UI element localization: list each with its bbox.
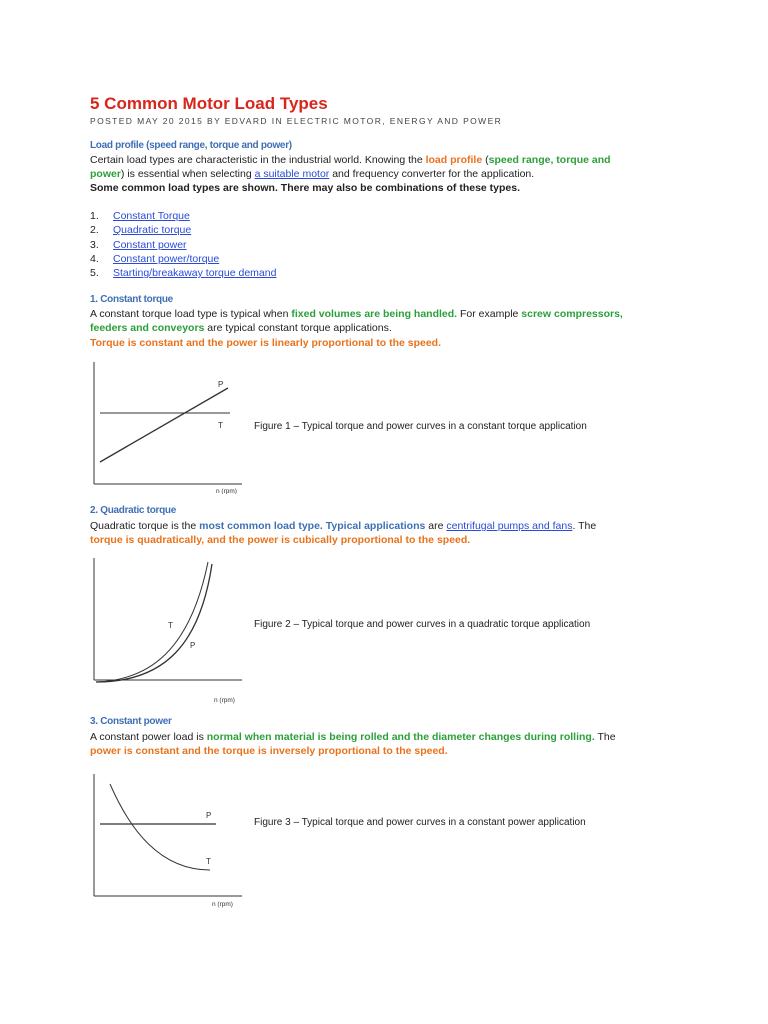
list-item: 2. Quadratic torque bbox=[90, 224, 192, 237]
post-meta: POSTED MAY 20 2015 BY EDVARD IN ELECTRIC MOTOR, ENERGY AND POWER bbox=[90, 116, 503, 126]
torque-label: T bbox=[168, 621, 173, 630]
figure-2 bbox=[90, 554, 246, 690]
section-3-line-1: A constant power load is normal when material is being rolled and the diameter changes during rolling. The bbox=[90, 731, 616, 743]
section-3-line-2: power is constant and the torque is inversely proportional to the speed. bbox=[90, 745, 448, 757]
power-label: P bbox=[218, 380, 224, 389]
list-item: 4. Constant power/torque bbox=[90, 252, 220, 265]
section-2-line-1: Quadratic torque is the most common load type. Typical applications are centrifugal pumps and fans. The bbox=[90, 520, 597, 532]
list-link-constant-power[interactable]: Constant power bbox=[113, 238, 187, 251]
list-item: 5. Starting/breakaway torque demand bbox=[90, 267, 277, 280]
suitable-motor-link[interactable]: a suitable motor bbox=[254, 168, 330, 180]
section-1-heading: 1. Constant torque bbox=[90, 294, 173, 305]
figure-2-x-axis-label: n (rpm) bbox=[214, 697, 235, 704]
power-label: P bbox=[190, 641, 196, 650]
torque-label: T bbox=[218, 421, 223, 430]
intro-line-1: Certain load types are characteristic in the industrial world. Knowing the load profile (speed range, torque and bbox=[90, 154, 611, 166]
list-link-quadratic-torque[interactable]: Quadratic torque bbox=[113, 224, 192, 237]
power-label: P bbox=[206, 811, 212, 820]
intro-line-2: power) is essential when selecting a suitable motor and frequency converter for the application. bbox=[90, 168, 535, 180]
figure-1-caption: Figure 1 – Typical torque and power curves in a constant torque application bbox=[254, 421, 587, 432]
figure-1-graph bbox=[90, 358, 246, 494]
x-axis-label: n (rpm) bbox=[216, 488, 237, 494]
power-curve bbox=[100, 388, 228, 462]
figure-2-graph bbox=[90, 554, 246, 690]
figure-1 bbox=[90, 358, 246, 494]
centrifugal-pumps-link[interactable]: centrifugal pumps and fans bbox=[446, 520, 573, 532]
intro-line-3: Some common load types are shown. There may also be combinations of these types. bbox=[90, 182, 521, 194]
figure-3 bbox=[90, 770, 246, 906]
section-1-line-1: A constant torque load type is typical when fixed volumes are being handled. For example screw compressors, bbox=[90, 308, 623, 320]
torque-label: T bbox=[206, 857, 211, 866]
section-1-line-3: Torque is constant and the power is linearly proportional to the speed. bbox=[90, 337, 442, 349]
figure-3-caption: Figure 3 – Typical torque and power curves in a constant power application bbox=[254, 817, 586, 828]
list-link-starting-torque[interactable]: Starting/breakaway torque demand bbox=[113, 267, 277, 280]
section-3-heading: 3. Constant power bbox=[90, 716, 172, 727]
torque-curve bbox=[96, 562, 208, 682]
list-item: 3. Constant power bbox=[90, 238, 187, 251]
load-type-list bbox=[90, 209, 276, 280]
torque-curve bbox=[110, 784, 210, 870]
intro-heading: Load profile (speed range, torque and power) bbox=[90, 140, 292, 151]
section-1-line-2: feeders and conveyors are typical constant torque applications. bbox=[90, 322, 392, 334]
section-2-heading: 2. Quadratic torque bbox=[90, 505, 176, 516]
figure-3-graph bbox=[90, 770, 246, 906]
list-link-constant-torque[interactable]: Constant Torque bbox=[113, 210, 190, 222]
page-title: 5 Common Motor Load Types bbox=[90, 94, 328, 113]
list-link-constant-power-torque[interactable]: Constant power/torque bbox=[113, 252, 220, 265]
section-2-line-2: torque is quadratically, and the power is cubically proportional to the speed. bbox=[90, 534, 471, 546]
figure-2-caption: Figure 2 – Typical torque and power curves in a quadratic torque application bbox=[254, 619, 591, 630]
list-item: 1. Constant Torque bbox=[90, 210, 190, 222]
figure-3-x-axis-label: n (rpm) bbox=[212, 901, 233, 908]
